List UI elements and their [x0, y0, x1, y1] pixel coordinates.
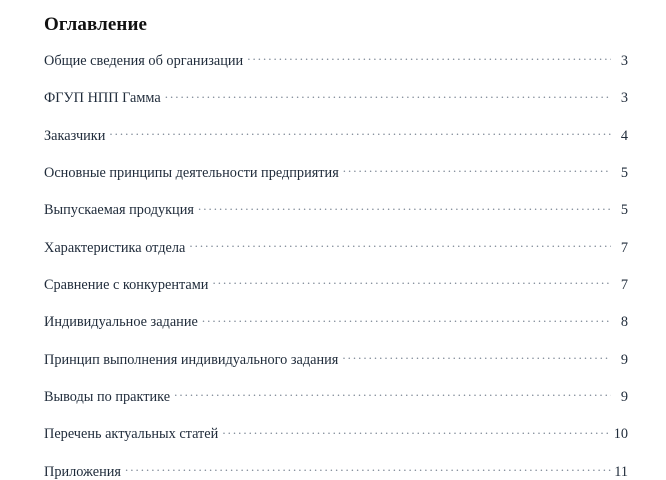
toc-entry-page: 3 — [620, 53, 628, 70]
list-item[interactable] — [44, 88, 628, 107]
toc-entry-page: 10 — [613, 426, 628, 443]
dot-leader — [247, 51, 611, 65]
list-item[interactable] — [44, 349, 628, 368]
toc-entry-page: 5 — [620, 165, 628, 182]
toc-entry-label: Характеристика отдела — [44, 239, 186, 256]
toc-entry-page: 4 — [620, 127, 628, 144]
dot-leader — [212, 275, 611, 289]
list-item[interactable] — [44, 51, 628, 70]
toc-entry-page: 9 — [620, 389, 628, 406]
toc-entry-page: 9 — [620, 351, 628, 368]
dot-leader — [174, 387, 611, 401]
toc-entry-page: 7 — [620, 277, 628, 294]
dot-leader — [342, 349, 611, 363]
dot-leader — [189, 237, 611, 251]
page-title: Оглавление — [44, 14, 148, 35]
dot-leader — [222, 424, 610, 438]
list-item[interactable] — [44, 200, 628, 219]
toc-entry-label: Общие сведения об организации — [44, 53, 244, 70]
toc-entry-page: 11 — [614, 463, 628, 480]
toc-entry-page: 5 — [620, 202, 628, 219]
table-of-contents — [44, 51, 628, 480]
toc-entry-label: ФГУП НПП Гамма — [44, 90, 161, 107]
dot-leader — [202, 312, 611, 326]
toc-entry-label: Принцип выполнения индивидуального задания — [44, 351, 339, 368]
list-item[interactable] — [44, 387, 628, 406]
toc-entry-label: Выводы по практике — [44, 389, 171, 406]
list-item[interactable] — [44, 424, 628, 443]
list-item[interactable] — [44, 312, 628, 331]
toc-entry-page: 8 — [620, 314, 628, 331]
toc-entry-page: 3 — [620, 90, 628, 107]
list-item[interactable] — [44, 275, 628, 294]
toc-entry-label: Индивидуальное задание — [44, 314, 198, 331]
toc-entry-label: Перечень актуальных статей — [44, 426, 219, 443]
toc-entry-label: Выпускаемая продукция — [44, 202, 194, 219]
dot-leader — [109, 125, 611, 139]
toc-entry-label: Заказчики — [44, 127, 106, 144]
list-item[interactable] — [44, 461, 628, 480]
list-item[interactable] — [44, 163, 628, 182]
dot-leader — [198, 200, 611, 214]
list-item[interactable] — [44, 125, 628, 144]
toc-entry-label: Приложения — [44, 463, 121, 480]
toc-entry-label: Сравнение с конкурентами — [44, 277, 209, 294]
dot-leader — [125, 461, 611, 475]
list-item[interactable] — [44, 237, 628, 256]
toc-entry-label: Основные принципы деятельности предприятия — [44, 165, 339, 182]
toc-entry-page: 7 — [620, 239, 628, 256]
dot-leader — [343, 163, 611, 177]
dot-leader — [165, 88, 611, 102]
